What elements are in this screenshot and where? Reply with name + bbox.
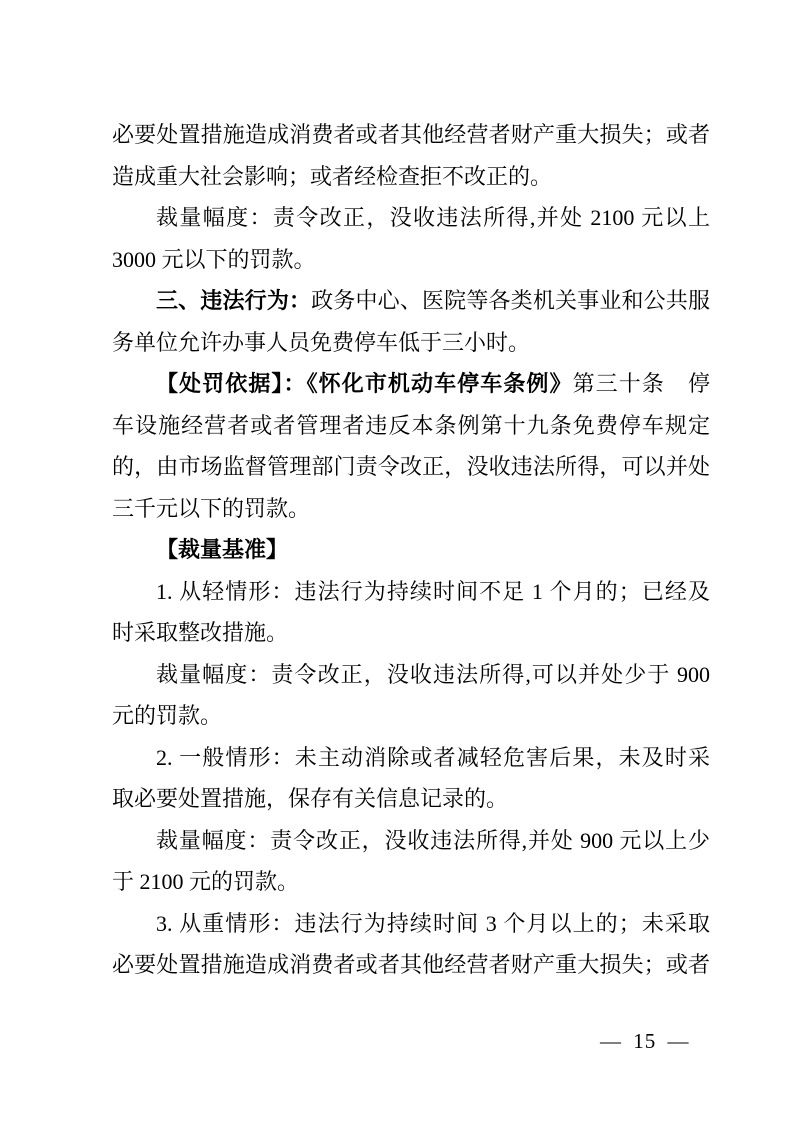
text-segment: 三千元以下的罚款。: [112, 495, 311, 521]
text-segment: 必要处置措施造成消费者或者其他经营者财产重大损失；或者: [112, 122, 710, 147]
bold-text-segment: 三、违法行为：: [156, 288, 312, 313]
text-segment: 裁量幅度：责令改正，没收违法所得,并处 2100 元以上: [156, 205, 710, 230]
text-segment: 裁量幅度：责令改正，没收违法所得,可以并处少于 900: [156, 661, 710, 687]
text-segment: 造成重大社会影响；或者经检查拒不改正的。: [112, 163, 553, 189]
text-line: [112, 654, 710, 696]
bold-text-segment: 【裁量基准】: [156, 537, 289, 562]
text-segment: 第三十条 停: [572, 371, 710, 396]
text-line: [112, 280, 710, 322]
text-segment: 1. 从轻情形：违法行为持续时间不足 1 个月的；已经及: [156, 578, 710, 604]
text-segment: 必要处置措施造成消费者或者其他经营者财产重大损失；或者: [112, 952, 710, 977]
text-segment: 时采取整改措施。: [112, 620, 289, 645]
text-line: [112, 446, 710, 488]
text-segment: 政务中心、医院等各类机关事业和公共服: [311, 288, 710, 313]
text-line: [112, 363, 710, 405]
text-line: [112, 529, 710, 571]
text-segment: 的，由市场监督管理部门责令改正，没收违法所得，可以并处: [112, 454, 710, 479]
text-segment: 元的罚款。: [112, 703, 223, 728]
text-line: [112, 156, 710, 198]
text-segment: 3. 从重情形：违法行为持续时间 3 个月以上的；未采取: [156, 910, 710, 936]
text-segment: 取必要处置措施，保存有关信息记录的。: [112, 786, 509, 811]
text-line: [112, 903, 710, 945]
text-line: [112, 695, 710, 737]
text-line: [112, 197, 710, 239]
text-line: [112, 737, 710, 779]
bold-text-segment: 【处罚依据】：《怀化市机动车停车条例》: [156, 371, 573, 396]
text-line: [112, 944, 710, 986]
text-segment: 2. 一般情形：未主动消除或者减轻危害后果，未及时采: [156, 744, 710, 770]
text-line: [112, 488, 710, 530]
text-line: [112, 405, 710, 447]
text-segment: 于 2100 元的罚款。: [112, 869, 300, 894]
text-line: [112, 322, 710, 364]
text-line: [112, 114, 710, 156]
text-line: [112, 778, 710, 820]
document-body: [112, 114, 710, 986]
text-segment: 车设施经营者或者管理者违反本条例第十九条免费停车规定: [112, 412, 710, 438]
text-line: [112, 612, 710, 654]
text-line: [112, 239, 710, 281]
page-number: — 15 —: [600, 1029, 690, 1053]
text-segment: 3000 元以下的罚款。: [112, 246, 316, 272]
text-line: [112, 861, 710, 903]
text-line: [112, 571, 710, 613]
text-segment: 务单位允许办事人员免费停车低于三小时。: [112, 329, 531, 355]
text-line: [112, 820, 710, 862]
text-segment: 裁量幅度：责令改正，没收违法所得,并处 900 元以上少: [156, 827, 710, 853]
